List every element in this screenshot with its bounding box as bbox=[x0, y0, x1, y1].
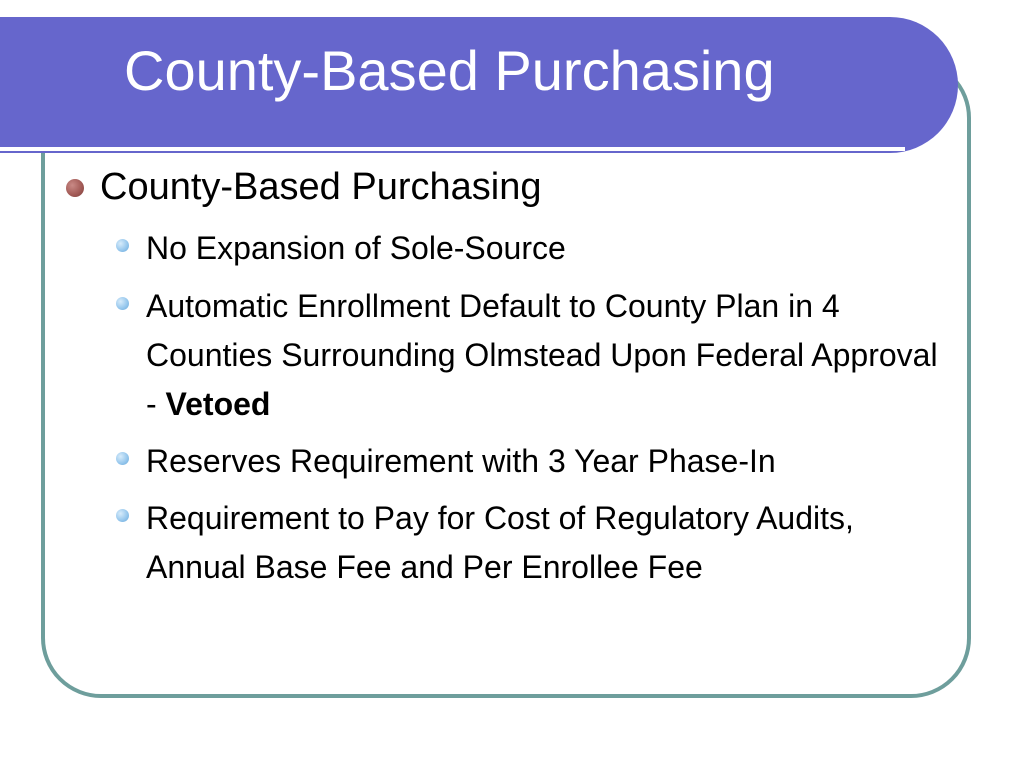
bullet-dot-icon bbox=[66, 179, 84, 197]
sub-bullet-text-plain: Automatic Enrollment Default to County Plan in 4 Counties Surrounding Olmstead Upon Federal Approval - bbox=[146, 288, 938, 422]
sub-bullet-3 bbox=[116, 437, 946, 486]
sub-bullet-2 bbox=[116, 282, 946, 429]
main-bullet bbox=[66, 163, 541, 211]
sub-bullet-dot-icon bbox=[116, 509, 129, 522]
sub-bullet-text: No Expansion of Sole-Source bbox=[146, 230, 566, 266]
vetoed-emphasis: Vetoed bbox=[165, 386, 271, 422]
sub-bullet-1 bbox=[116, 224, 946, 273]
sub-bullet-dot-icon bbox=[116, 452, 129, 465]
slide-title: County-Based Purchasing bbox=[124, 39, 775, 102]
sub-bullet-dot-icon bbox=[116, 239, 129, 252]
sub-bullet-text: Reserves Requirement with 3 Year Phase-In bbox=[146, 443, 776, 479]
sub-bullet-text: Requirement to Pay for Cost of Regulatory Audits, Annual Base Fee and Per Enrollee Fee bbox=[146, 500, 854, 585]
sub-bullet-text bbox=[146, 282, 946, 429]
sub-bullet-dot-icon bbox=[116, 297, 129, 310]
sub-bullet-4 bbox=[116, 494, 946, 592]
main-bullet-text: County-Based Purchasing bbox=[100, 166, 542, 208]
